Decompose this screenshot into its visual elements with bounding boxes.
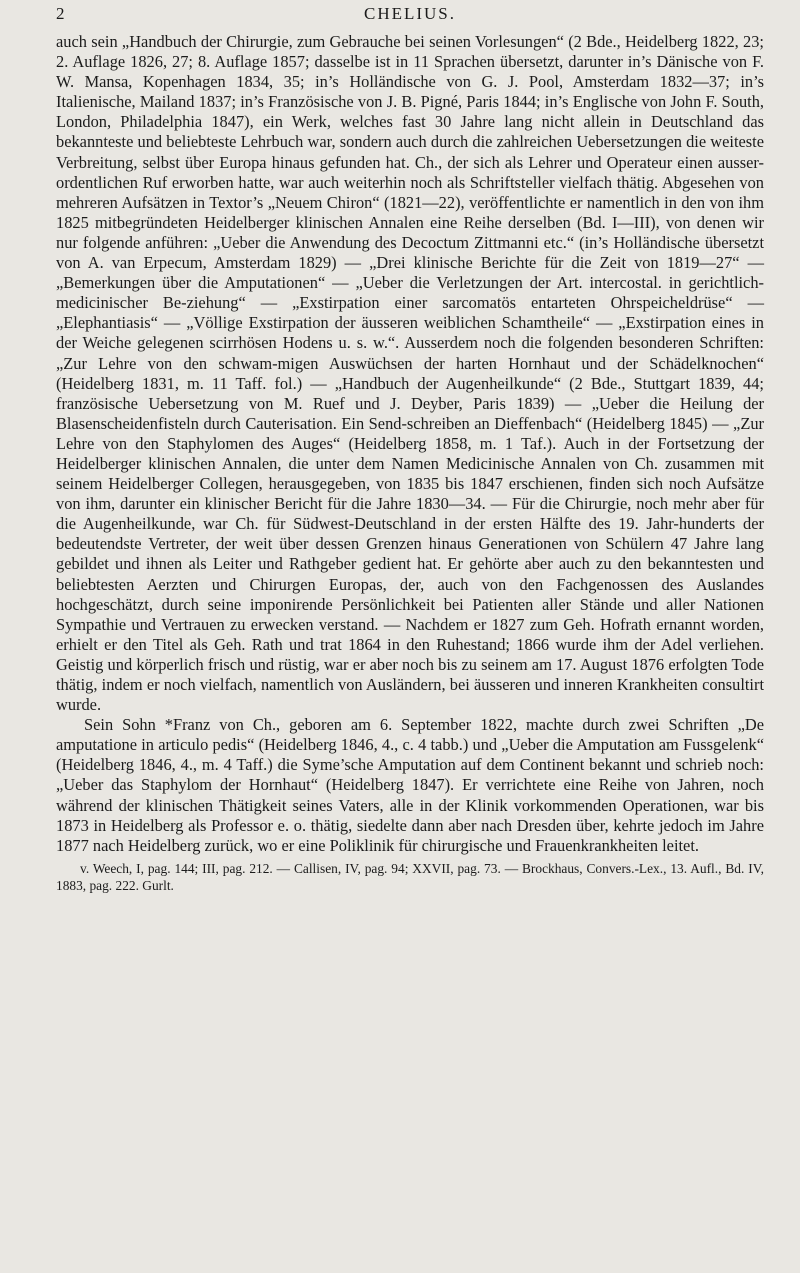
body-paragraph-2: Sein Sohn *Franz von Ch., geboren am 6. September 1822, machte durch zwei Schriften „De amputatione in articulo pedis“ (Heidelberg 1846, 4., c. 4 tabb.) und „Ueber die Amputation am Fussgelenk“ (Heidelberg 1846, 4., m. 4 Taff.) die Syme’sche Amputation auf dem Continent bekannt und schrieb noch: „Ueber das Staphylom der Hornhaut“ (Heidelberg 1847). Er verrichtete eine Reihe von Jahren, noch während der klinischen Thätigkeit seines Vaters, alle in der Klinik vorkommenden Operationen, war bis 1873 in Heidelberg als Professor e. o. thätig, siedelte dann aber nach Dresden über, kehrte jedoch im Jahre 1877 nach Heidelberg zurück, wo er eine Poliklinik für chirurgische und Frauenkrankheiten leitet. [56,715,764,855]
article-body [56,32,764,856]
page-number: 2 [56,4,66,23]
references-text: v. Weech, I, pag. 144; III, pag. 212. — Callisen, IV, pag. 94; XXVII, pag. 73. — Brockhaus, Convers.-Lex., 13. Aufl., Bd. IV, 1883, pag. 222. Gurlt. [56,860,764,893]
page-header [56,2,764,32]
running-title: CHELIUS. [363,4,457,23]
body-paragraph-1: auch sein „Handbuch der Chirurgie, zum Gebrauche bei seinen Vorlesungen“ (2 Bde., Heidelberg 1822, 23; 2. Auflage 1826, 27; 8. Auflage 1857; dasselbe ist in 11 Sprachen übersetzt, darunter in’s Dänische von F. W. Mansa, Kopenhagen 1834, 35; in’s Holländische von G. J. Pool, Amsterdam 1832—37; in’s Italienische, Mailand 1837; in’s Französische von J. B. Pigné, Paris 1844; in’s Englische von John F. South, London, Philadelphia 1847), ein Werk, welches fast 30 Jahre lang nicht allein in Deutschland das bekannteste und beliebteste Lehrbuch war, sondern auch durch die zahlreichen Uebersetzungen die weiteste Verbreitung, selbst über Europa hinaus gefunden hat. Ch., der sich als Lehrer und Operateur einen ausser-ordentlichen Ruf erworben hatte, war auch weiterhin noch als Schriftsteller vielfach thätig. Abgesehen von mehreren Aufsätzen in Textor’s „Neuem Chiron“ (1821—22), veröffentlichte er namentlich in den von ihm 1825 mitbegründeten Heidelberger klinischen Annalen eine Reihe derselben (Bd. I—III), von denen wir nur folgende anführen: „Ueber die Anwendung des Decoctum Zittmanni etc.“ (in’s Holländische übersetzt von A. van Erpecum, Amsterdam 1829) — „Drei klinische Berichte für die Zeit von 1819—27“ — „Bemerkungen über die Amputationen“ — „Ueber die Verletzungen der Art. intercostal. in gerichtlich-medicinischer Be-ziehung“ — „Exstirpation einer sarcomatös entarteten Ohrspeicheldrüse“ — „Elephantiasis“ — „Völlige Exstirpation der äusseren weiblichen Schamtheile“ — „Exstirpation eines in der Weiche gelegenen scirrhösen Hodens u. s. w.“. Ausserdem noch die folgenden besonderen Schriften: „Zur Lehre von den schwam-migen Auswüchsen der harten Hornhaut und der Schädelknochen“ (Heidelberg 1831, m. 11 Taff. fol.) — „Handbuch der Augenheilkunde“ (2 Bde., Stuttgart 1839, 44; französische Uebersetzung von M. Ruef und J. Deyber, Paris 1839) — „Ueber die Heilung der Blasenscheidenfisteln durch Cauterisation. Ein Send-schreiben an Dieffenbach“ (Heidelberg 1845) — „Zur Lehre von den Staphylomen des Auges“ (Heidelberg 1858, m. 1 Taf.). Auch in der Fortsetzung der Heidelberger klinischen Annalen, die unter dem Namen Medicinische Annalen von Ch. zusammen mit seinem Heidelberger Collegen, herausgegeben, von 1835 bis 1847 erschienen, finden sich noch Aufsätze von ihm, darunter ein klinischer Bericht für die Jahre 1830—34. — Für die Chirurgie, noch mehr aber für die Augenheilkunde, war Ch. für Südwest-Deutschland in der ersten Hälfte des 19. Jahr-hunderts der bedeutendste Vertreter, der weit über dessen Grenzen hinaus Generationen von Schülern 47 Jahre lang gebildet und ihnen als Leiter und Rathgeber gedient hat. Er gehörte aber auch zu den bekanntesten und beliebtesten Aerzten und Chirurgen Europas, der, auch von den Fachgenossen des Auslandes hochgeschätzt, durch seine imponirende Persönlichkeit bei Patienten aller Stände und aller Nationen Sympathie und Vertrauen zu erwecken verstand. — Nachdem er 1827 zum Geh. Hofrath ernannt worden, erhielt er den Titel als Geh. Rath und trat 1864 in den Ruhestand; 1866 wurde ihm der Adel verliehen. Geistig und körperlich frisch und rüstig, war er aber noch bis zu seinem am 17. August 1876 erfolgten Tode thätig, indem er noch vielfach, namentlich von Ausländern, bei äusseren und inneren Krankheiten consultirt wurde. [56,32,764,715]
references-footnote [56,860,764,894]
